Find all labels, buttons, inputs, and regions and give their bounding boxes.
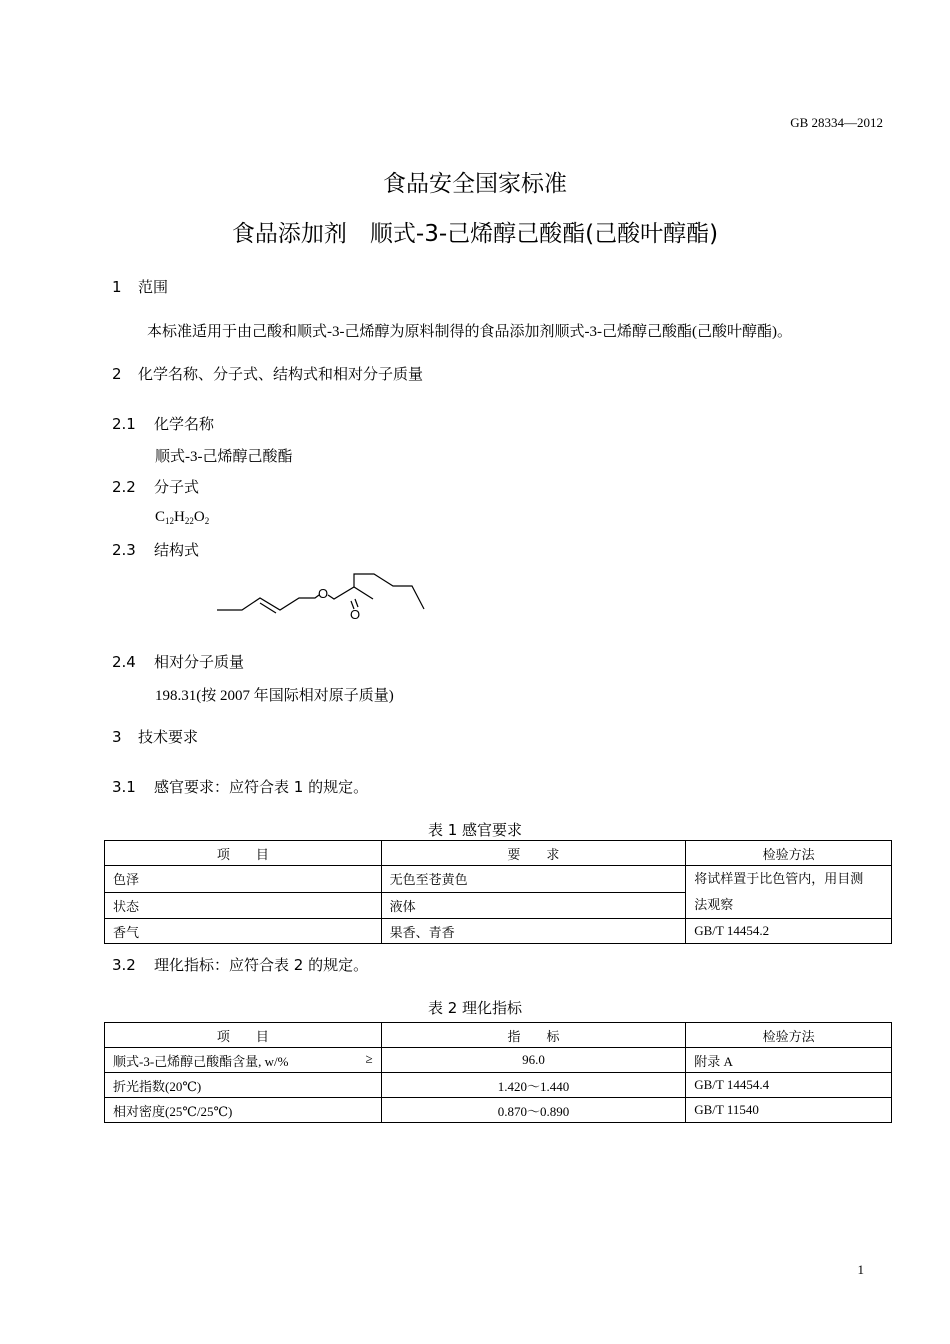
scope-paragraph: 本标准适用于由己酸和顺式-3-己烯醇为原料制得的食品添加剂顺式-3-己烯醇己酸酯(己酸叶醇酯)。 [147, 324, 792, 340]
subsection-2-2-heading [112, 476, 199, 497]
section-number: 2 [112, 365, 122, 383]
table-cell-requirement: 果香、青香 [381, 919, 686, 944]
table-header-cell: 指 标 [381, 1023, 686, 1048]
molecular-formula: $C_{12}H_{22}O_2$ [155, 509, 210, 526]
subsection-title: 理化指标：应符合表 2 的规定。 [154, 956, 369, 974]
page-number: 1 [857, 1262, 864, 1277]
section-2-heading [112, 363, 423, 384]
subsection-number: 3.1 [112, 778, 136, 796]
table-cell-method: 附录 A [686, 1048, 892, 1073]
section-title: 化学名称、分子式、结构式和相对分子质量 [138, 365, 424, 383]
table-cell-item: 折光指数(20℃) [105, 1073, 382, 1098]
table-cell-requirement: 液体 [381, 892, 686, 919]
subsection-title: 感官要求：应符合表 1 的规定。 [154, 778, 369, 796]
subsection-2-4-heading [112, 651, 244, 672]
chemical-name: 顺式-3-己烯醇己酸酯 [155, 449, 293, 465]
section-title: 技术要求 [138, 728, 199, 746]
section-number: 3 [112, 728, 122, 746]
table-cell-item: 香气 [105, 919, 382, 944]
table-cell-value: 0.870～0.890 [381, 1098, 686, 1123]
table-cell-method-merged: 将试样置于比色管内，用目测 法观察 [686, 866, 892, 919]
subsection-number: 2.3 [112, 541, 136, 559]
subsection-title: 化学名称 [154, 415, 215, 433]
subsection-title: 结构式 [154, 541, 200, 559]
subsection-number: 2.1 [112, 415, 136, 433]
table-header-cell: 检验方法 [686, 1023, 892, 1048]
table-header-cell: 项 目 [105, 841, 382, 866]
subsection-number: 2.2 [112, 478, 136, 496]
table-header-cell: 项 目 [105, 1023, 382, 1048]
table-cell-method: GB/T 14454.4 [686, 1073, 892, 1098]
section-1-heading [112, 276, 168, 297]
table-row [105, 1073, 892, 1098]
table-cell-value: 96.0 [381, 1048, 686, 1073]
molecular-mass: 198.31(按 2007 年国际相对原子质量) [155, 688, 394, 704]
subsection-number: 2.4 [112, 653, 136, 671]
table-cell-requirement: 无色至苍黄色 [381, 866, 686, 893]
subsection-3-2-heading [112, 954, 368, 975]
table-header-cell: 检验方法 [686, 841, 892, 866]
section-3-heading [112, 726, 198, 747]
comparison-sign: ≥ [365, 1050, 373, 1066]
document-title: 食品安全国家标准 [383, 171, 567, 197]
table-row [105, 1048, 892, 1073]
table-header-row [105, 1023, 892, 1048]
table-row [105, 1098, 892, 1123]
table-2-physicochemical [104, 1022, 892, 1123]
table-2-caption: 表 2 理化指标 [427, 999, 523, 1017]
table-row [105, 866, 892, 893]
table-cell-item: 色泽 [105, 866, 382, 893]
carbonyl-oxygen-label: O [349, 607, 361, 622]
table-cell-method: GB/T 14454.2 [686, 919, 892, 944]
document-subtitle: 食品添加剂 顺式-3-己烯醇己酸酯(己酸叶醇酯) [231, 221, 719, 247]
subsection-2-1-heading [112, 413, 214, 434]
table-header-row [105, 841, 892, 866]
standard-code: GB 28334—2012 [790, 115, 883, 130]
subsection-number: 3.2 [112, 956, 136, 974]
table-cell-item: ≥ 顺式-3-己烯醇己酸酯含量, w/% [105, 1048, 382, 1073]
subsection-title: 分子式 [154, 478, 200, 496]
section-title: 范围 [138, 278, 169, 296]
table-cell-item: 相对密度(25℃/25℃) [105, 1098, 382, 1123]
table-header-cell: 要 求 [381, 841, 686, 866]
table-cell-method: GB/T 11540 [686, 1098, 892, 1123]
ether-oxygen-label: O [317, 586, 329, 601]
table-row [105, 919, 892, 944]
table-1-caption: 表 1 感官要求 [427, 821, 523, 839]
subsection-3-1-heading [112, 776, 368, 797]
table-cell-value: 1.420～1.440 [381, 1073, 686, 1098]
table-cell-item: 状态 [105, 892, 382, 919]
table-1-sensory [104, 840, 892, 944]
section-number: 1 [112, 278, 122, 296]
structural-formula [200, 565, 440, 640]
subsection-2-3-heading [112, 539, 199, 560]
subsection-title: 相对分子质量 [154, 653, 245, 671]
